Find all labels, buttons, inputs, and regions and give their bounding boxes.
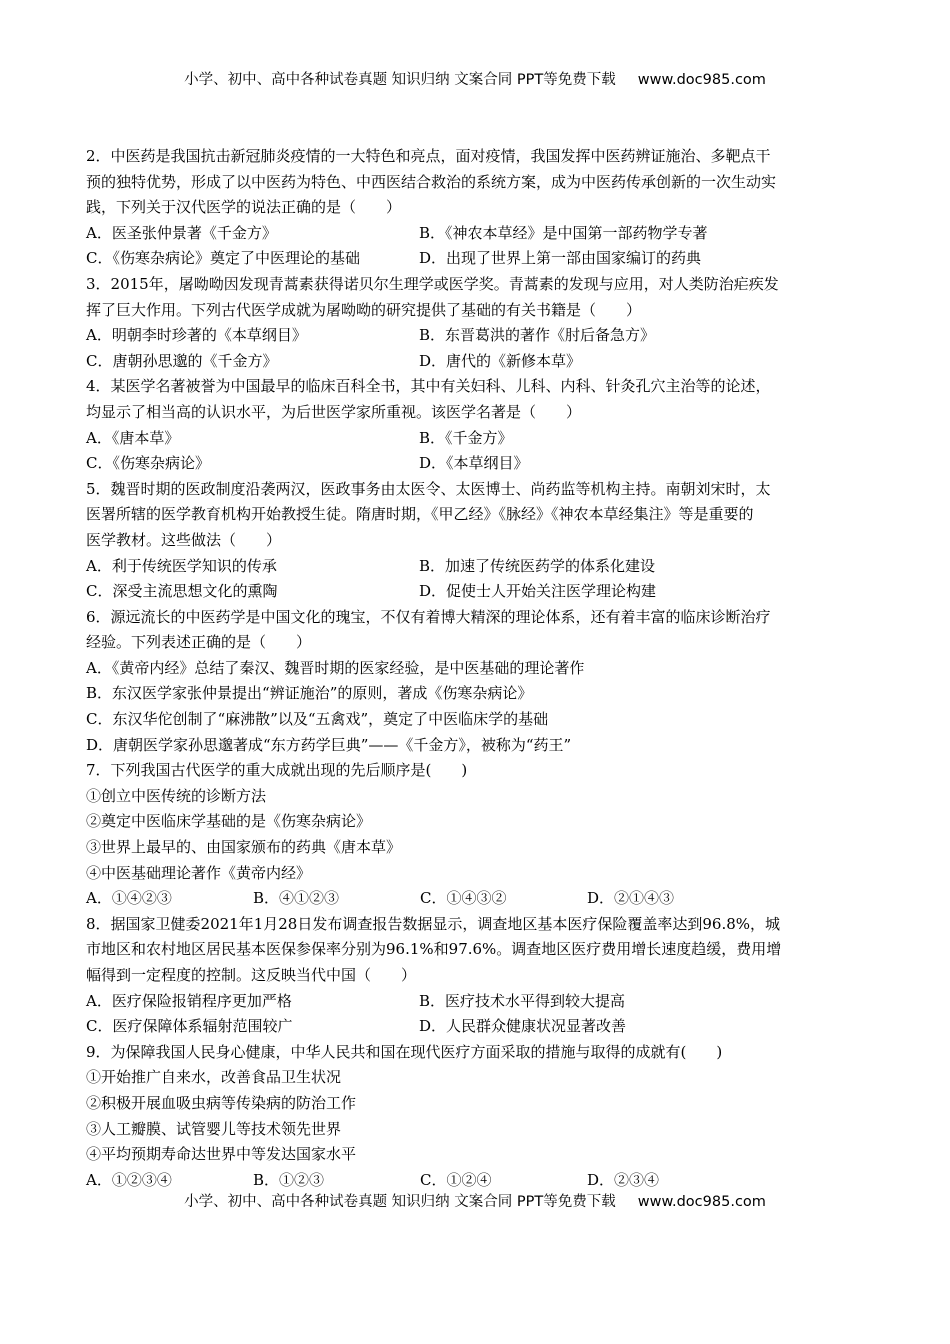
- question-text: 医学教材。这些做法（ ）: [86, 530, 282, 549]
- statement-item: ②奠定中医临床学基础的是《伤寒杂病论》: [86, 812, 372, 831]
- option-b: B．东晋葛洪的著作《肘后备急方》: [419, 326, 656, 345]
- options-row: [86, 886, 866, 912]
- question-text: 医署所辖的医学教育机构开始教授生徒。隋唐时期，《甲乙经》《脉经》《神农本草经集注》等是重要的: [86, 505, 754, 524]
- option-c: C．医疗保障体系辐射范围较广: [86, 1017, 293, 1036]
- option-c: C．①②④: [420, 1170, 492, 1189]
- option-a: A．利于传统医学知识的传承: [86, 556, 277, 575]
- option-b: B．《神农本草经》是中国第一部药物学专著: [419, 223, 708, 242]
- exam-content: [86, 144, 866, 1193]
- option-c: C．深受主流思想文化的熏陶: [86, 582, 278, 601]
- options-row: [86, 323, 866, 349]
- option-d: D．唐代的《新修本草》: [419, 351, 582, 370]
- option-d: D．唐朝医学家孙思邈著成“东方药学巨典”——《千金方》，被称为“药王”: [86, 735, 572, 754]
- statement-item: ①创立中医传统的诊断方法: [86, 786, 267, 805]
- option-b: B．加速了传统医药学的体系化建设: [419, 556, 656, 575]
- page-header: [0, 68, 950, 89]
- question-3: [86, 272, 866, 374]
- statement-item: ①开始推广自来水，改善食品卫生状况: [86, 1068, 342, 1087]
- option-a: A．明朝李时珍著的《本草纲目》: [86, 326, 307, 345]
- option-d: D．促使士人开始关注医学理论构建: [419, 582, 657, 601]
- question-text: 9．为保障我国人民身心健康，中华人民共和国在现代医疗方面采取的措施与取得的成就有( ): [86, 1042, 723, 1061]
- header-url[interactable]: www.doc985.com: [637, 72, 766, 88]
- option-a: A．《黄帝内经》总结了秦汉、魏晋时期的医家经验，是中医基础的理论著作: [86, 658, 585, 677]
- question-text: 4．某医学名著被誉为中国最早的临床百科全书，其中有关妇科、儿科、内科、针灸孔穴主治等的论述，: [86, 377, 771, 396]
- options-row: [86, 426, 866, 452]
- option-b: B．《千金方》: [419, 428, 513, 447]
- statement-item: ③人工瓣膜、试管婴儿等技术领先世界: [86, 1119, 342, 1138]
- option-a: A．①④②③: [86, 889, 172, 908]
- options-row: [86, 246, 866, 272]
- footer-url[interactable]: www.doc985.com: [637, 1194, 766, 1210]
- options-row: [86, 451, 866, 477]
- option-a: A．《唐本草》: [86, 428, 180, 447]
- statement-item: ④中医基础理论著作《黄帝内经》: [86, 863, 312, 882]
- question-text: 均显示了相当高的认识水平，为后世医学家所重视。该医学名著是（ ）: [86, 402, 582, 421]
- question-4: [86, 374, 866, 476]
- page-footer: [0, 1190, 950, 1211]
- question-text: 5．魏晋时期的医政制度沿袭两汉，医政事务由太医令、太医博士、尚药监等机构主持。南朝刘宋时，太: [86, 479, 771, 498]
- question-text: 2．中医药是我国抗击新冠肺炎疫情的一大特色和亮点，面对疫情，我国发挥中医药辨证施治、多靶点干: [86, 147, 771, 165]
- footer-text: 小学、初中、高中各种试卷真题 知识归纳 文案合同 PPT等免费下载: [184, 1194, 616, 1210]
- option-d: D．②③④: [587, 1170, 660, 1189]
- option-a: A．医疗保险报销程序更加严格: [86, 991, 292, 1010]
- question-text: 践，下列关于汉代医学的说法正确的是（ ）: [86, 198, 402, 217]
- option-b: B．④①②③: [253, 889, 340, 908]
- option-b: B．医疗技术水平得到较大提高: [419, 991, 626, 1010]
- option-d: D．人民群众健康状况显著改善: [419, 1017, 627, 1036]
- statement-item: ③世界上最早的、由国家颁布的药典《唐本草》: [86, 838, 402, 857]
- option-b: B．东汉医学家张仲景提出“辨证施治”的原则，著成《伤寒杂病论》: [86, 684, 533, 703]
- option-d: D．《本草纲目》: [419, 454, 529, 473]
- option-a: A．医圣张仲景著《千金方》: [86, 223, 277, 242]
- question-6: [86, 605, 866, 759]
- question-text: 市地区和农村地区居民基本医保参保率分别为96.1%和97.6%。调查地区医疗费用增长速度趋缓，费用增: [86, 940, 782, 959]
- question-text: 幅得到一定程度的控制。这反映当代中国（ ）: [86, 966, 417, 984]
- question-5: [86, 477, 866, 605]
- header-text: 小学、初中、高中各种试卷真题 知识归纳 文案合同 PPT等免费下载: [184, 72, 616, 88]
- option-c: C．①④③②: [420, 889, 507, 908]
- question-text: 挥了巨大作用。下列古代医学成就为屠呦呦的研究提供了基础的有关书籍是（ ）: [86, 300, 642, 319]
- statement-item: ④平均预期寿命达世界中等发达国家水平: [86, 1145, 357, 1164]
- options-row: [86, 221, 866, 247]
- question-text: 7．下列我国古代医学的重大成就出现的先后顺序是( ): [86, 761, 468, 780]
- option-c: C．《伤寒杂病论》奠定了中医理论的基础: [86, 249, 360, 268]
- options-row: [86, 1014, 866, 1040]
- question-text: 预的独特优势，形成了以中医药为特色、中西医结合救治的系统方案，成为中医药传承创新的一次生动实: [86, 172, 777, 191]
- options-row: [86, 349, 866, 375]
- question-7: [86, 758, 866, 912]
- option-b: B．①②③: [253, 1170, 325, 1189]
- option-a: A．①②③④: [86, 1170, 172, 1189]
- option-c: C．《伤寒杂病论》: [86, 454, 210, 473]
- question-text: 6．源远流长的中医药学是中国文化的瑰宝，不仅有着博大精深的理论体系，还有着丰富的临床诊断治疗: [86, 607, 771, 626]
- option-c: C．东汉华佗创制了“麻沸散”以及“五禽戏”，奠定了中医临床学的基础: [86, 710, 549, 729]
- option-d: D．出现了世界上第一部由国家编订的药典: [419, 249, 702, 268]
- question-text: 经验。下列表述正确的是（ ）: [86, 633, 312, 652]
- options-row: [86, 989, 866, 1015]
- question-text: 8．据国家卫健委2021年1月28日发布调查报告数据显示，调查地区基本医疗保险覆盖率达到96.8%，城: [86, 914, 781, 933]
- option-c: C．唐朝孙思邈的《千金方》: [86, 351, 278, 370]
- option-d: D．②①④③: [587, 889, 675, 908]
- question-8: [86, 912, 866, 1040]
- statement-item: ②积极开展血吸虫病等传染病的防治工作: [86, 1093, 357, 1112]
- question-2: [86, 144, 866, 272]
- question-9: [86, 1040, 866, 1194]
- options-row: [86, 554, 866, 580]
- options-row: [86, 579, 866, 605]
- question-text: 3．2015年，屠呦呦因发现青蒿素获得诺贝尔生理学或医学奖。青蒿素的发现与应用，对人类防治疟疾发: [86, 274, 779, 293]
